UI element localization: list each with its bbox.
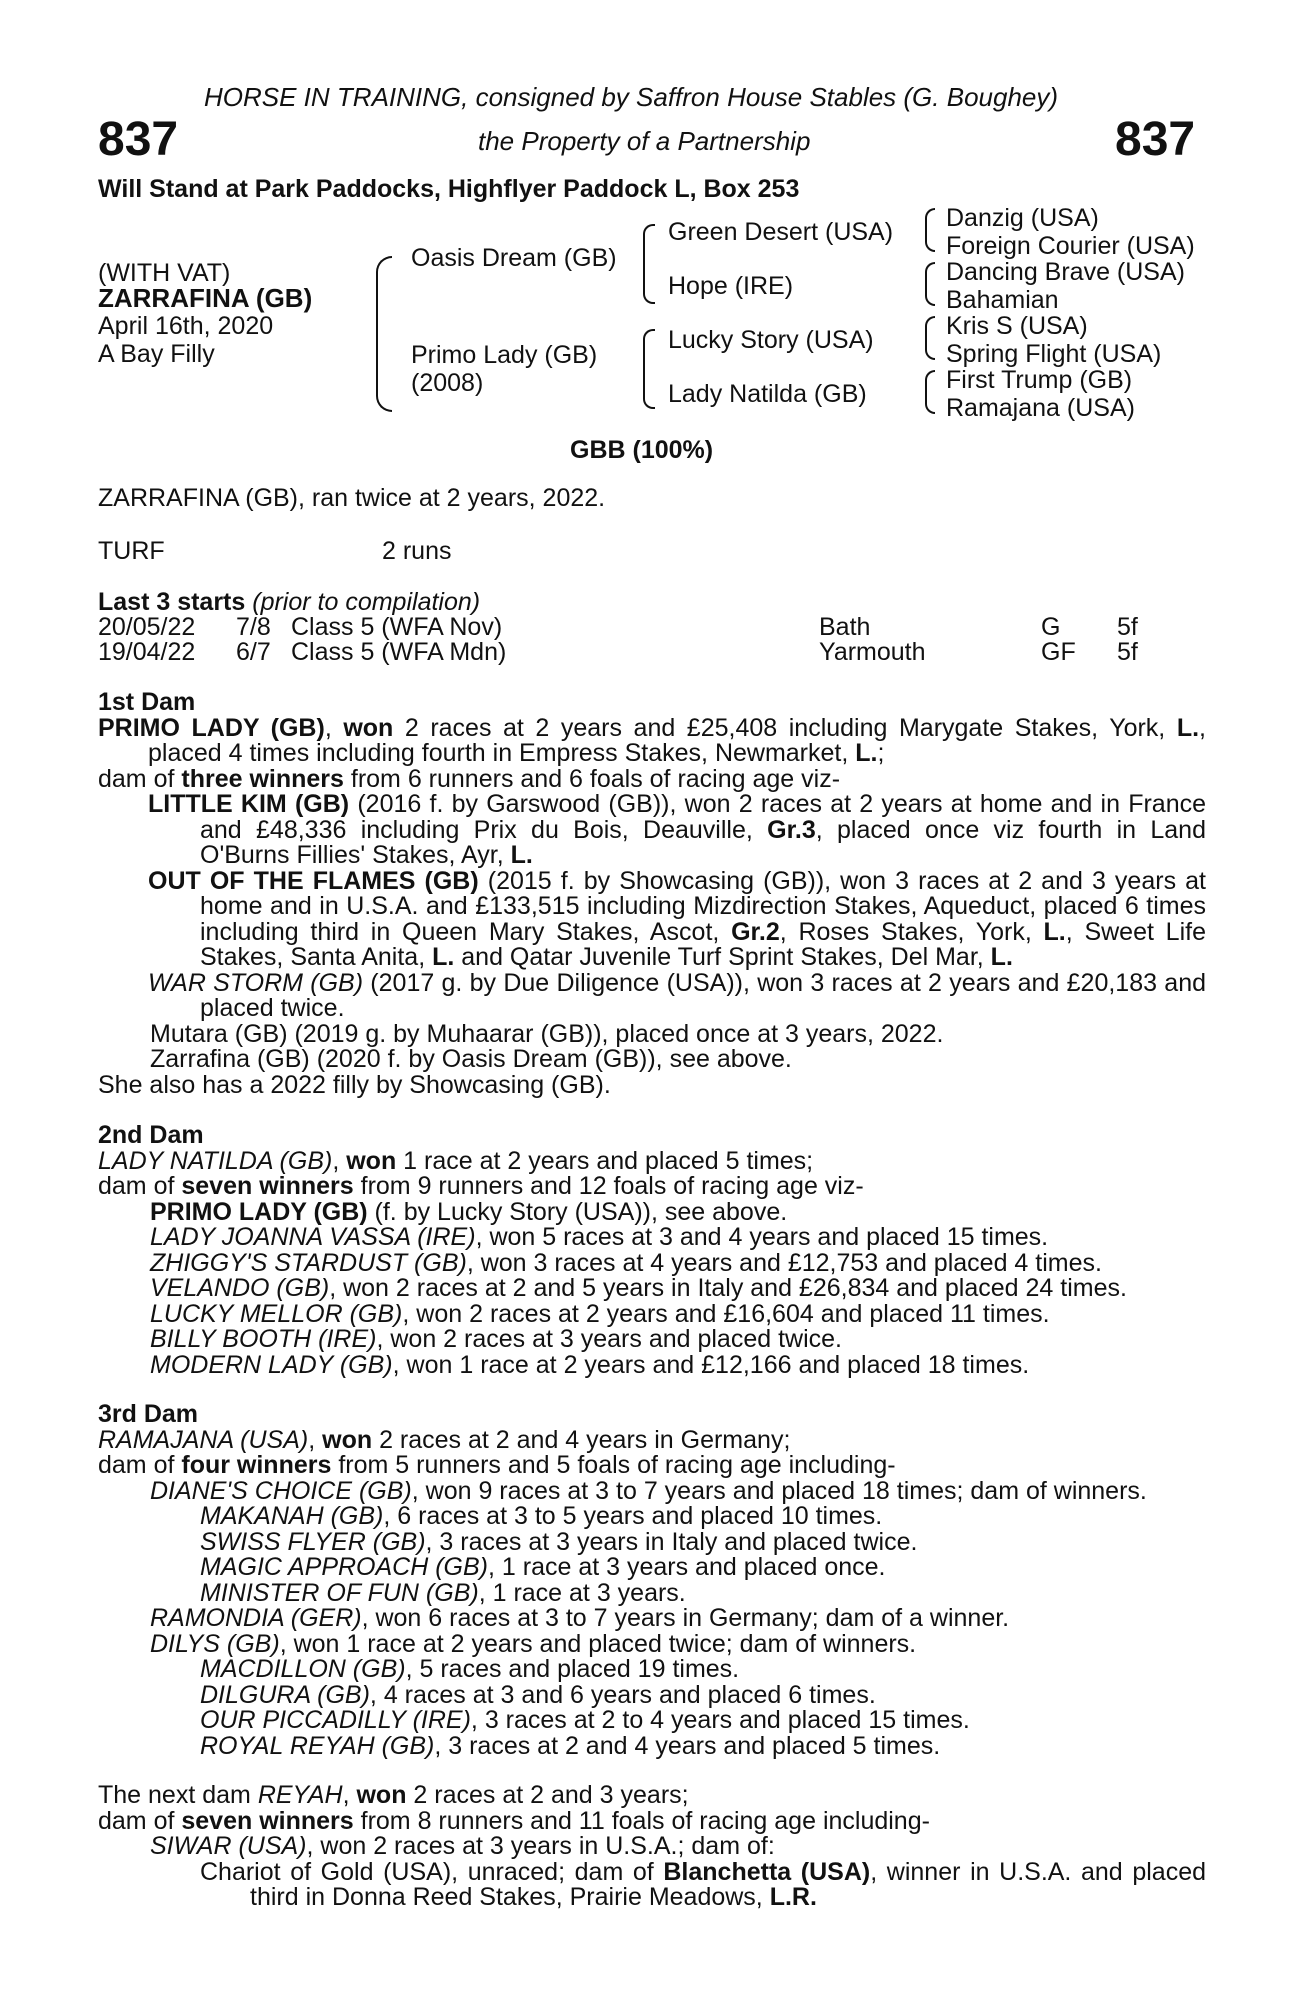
start-race: Class 5 (WFA Nov)	[291, 613, 503, 641]
produce-entry: VELANDO (GB), won 2 races at 2 and 5 years in Italy and £26,834 and placed 24 times.	[150, 1274, 1127, 1302]
third-dam-produce-summary: dam of four winners from 5 runners and 5 foals of racing age including-	[98, 1451, 896, 1479]
pedigree-g5: Kris S (USA)	[946, 312, 1088, 340]
produce-entry: Zarrafina (GB) (2020 f. by Oasis Dream (GB)), see above.	[150, 1045, 792, 1073]
pedigree-brace-g12	[925, 208, 935, 252]
consignor-line: HORSE IN TRAINING, consigned by Saffron House Stables (G. Boughey)	[204, 82, 1059, 112]
start-going: GF	[1041, 638, 1076, 666]
grand-produce-entry: Chariot of Gold (USA), unraced; dam of Blanchetta (USA), winner in U.S.A. and placed third in Donna Reed Stakes, Prairie Meadows, L.R.	[200, 1857, 1206, 1911]
pedigree-brace-g78	[925, 370, 935, 414]
produce-entry: LITTLE KIM (GB) (2016 f. by Garswood (GB)), won 2 races at 2 years at home and in France and £48,336 including Prix du Bois, Deauville, Gr.3, placed once viz fourth in Land O'Burns Fillies' Stakes, Ayr, L.	[148, 790, 1206, 869]
pedigree-g3: Dancing Brave (USA)	[946, 258, 1185, 286]
start-race: Class 5 (WFA Mdn)	[291, 638, 507, 666]
first-dam-also: She also has a 2022 filly by Showcasing (GB).	[98, 1070, 611, 1099]
second-dam-heading: 2nd Dam	[98, 1121, 204, 1149]
pedigree-g2: Foreign Courier (USA)	[946, 232, 1195, 260]
stand-line: Will Stand at Park Paddocks, Highflyer Paddock L, Box 253	[98, 175, 800, 203]
produce-entry: BILLY BOOTH (IRE), won 2 races at 3 years and placed twice.	[150, 1325, 842, 1353]
lot-number-left: 837	[98, 113, 179, 166]
first-dam-record: PRIMO LADY (GB), won 2 races at 2 years and £25,408 including Marygate Stakes, York, L., placed 4 times including fourth in Empress Stakes, Newmarket, L.;	[98, 713, 1206, 767]
pedigree-g8: Ramajana (USA)	[946, 394, 1135, 422]
start-row: 20/05/22	[98, 613, 196, 641]
pedigree-sire-dam: Hope (IRE)	[668, 272, 794, 300]
start-row: 19/04/22	[98, 638, 196, 666]
second-dam-record: LADY NATILDA (GB), won 1 race at 2 years and placed 5 times;	[98, 1146, 814, 1175]
start-position: 7/8	[236, 613, 271, 641]
pedigree-brace-main	[376, 256, 392, 412]
start-distance: 5f	[1117, 613, 1138, 641]
next-dam-record: The next dam REYAH, won 2 races at 2 and 3 years;	[98, 1781, 689, 1809]
grand-produce-entry: OUR PICCADILLY (IRE), 3 races at 2 to 4 years and placed 15 times.	[200, 1706, 970, 1734]
pedigree-brace-dam	[643, 329, 655, 409]
produce-entry: SIWAR (USA), won 2 races at 3 years in U.S.A.; dam of:	[150, 1832, 775, 1860]
produce-entry: DIANE'S CHOICE (GB), won 9 races at 3 to 7 years and placed 18 times; dam of winners.	[150, 1476, 1147, 1505]
first-dam-heading: 1st Dam	[98, 688, 196, 716]
property-line: the Property of a Partnership	[478, 126, 811, 156]
grand-produce-entry: MINISTER OF FUN (GB), 1 race at 3 years.	[200, 1578, 686, 1607]
next-dam-section	[98, 1783, 1206, 1911]
pedigree-g6: Spring Flight (USA)	[946, 340, 1162, 368]
produce-entry: DILYS (GB), won 1 race at 2 years and placed twice; dam of winners.	[150, 1629, 917, 1658]
start-course: Bath	[819, 613, 871, 641]
grand-produce-entry: MAKANAH (GB), 6 races at 3 to 5 years and placed 10 times.	[200, 1502, 883, 1530]
produce-entry: RAMONDIA (GER), won 6 races at 3 to 7 years in Germany; dam of a winner.	[150, 1604, 1010, 1632]
start-going: G	[1041, 613, 1061, 641]
pedigree-g1: Danzig (USA)	[946, 204, 1099, 232]
next-dam-produce-summary: dam of seven winners from 8 runners and 11 foals of racing age including-	[98, 1806, 930, 1835]
pedigree-dam: Primo Lady (GB)	[411, 341, 598, 369]
start-distance: 5f	[1117, 638, 1138, 666]
produce-entry: PRIMO LADY (GB) (f. by Lucky Story (USA)), see above.	[150, 1197, 788, 1226]
third-dam-record: RAMAJANA (USA), won 2 races at 2 and 4 years in Germany;	[98, 1425, 791, 1454]
grand-produce-entry: MAGIC APPROACH (GB), 1 race at 3 years and placed once.	[200, 1553, 886, 1581]
vat-note: (WITH VAT)	[98, 259, 231, 287]
start-position: 6/7	[236, 638, 271, 666]
surface-runs: 2 runs	[382, 537, 452, 565]
third-dam-heading: 3rd Dam	[98, 1400, 199, 1428]
pedigree-sire: Oasis Dream (GB)	[411, 244, 617, 272]
pedigree-brace-sire	[643, 224, 655, 304]
produce-entry: OUT OF THE FLAMES (GB) (2015 f. by Showcasing (GB)), won 3 races at 2 and 3 years at home and in U.S.A. and £133,515 including Mizdirection Stakes, Aqueduct, placed 6 times including third in Queen Mary Stakes, Ascot, Gr.2, Roses Stakes, York, L., Sweet Life Stakes, Santa Anita, L. and Qatar Juvenile Turf Sprint Stakes, Del Mar, L.	[148, 866, 1206, 971]
surface-label: TURF	[98, 537, 165, 565]
record-summary: ZARRAFINA (GB), ran twice at 2 years, 2022.	[98, 484, 606, 512]
pedigree-dam-year: (2008)	[411, 369, 484, 397]
first-dam-produce-summary: dam of three winners from 6 runners and 6 foals of racing age viz-	[98, 764, 841, 793]
grand-produce-entry: ROYAL REYAH (GB), 3 races at 2 and 4 years and placed 5 times.	[200, 1731, 941, 1760]
grand-produce-entry: MACDILLON (GB), 5 races and placed 19 times.	[200, 1655, 740, 1683]
pedigree-sire-sire: Green Desert (USA)	[668, 218, 894, 246]
produce-entry: MODERN LADY (GB), won 1 race at 2 years and £12,166 and placed 18 times.	[150, 1350, 1030, 1379]
pedigree-g7: First Trump (GB)	[946, 366, 1133, 394]
horse-description: A Bay Filly	[98, 340, 215, 368]
produce-entry: WAR STORM (GB) (2017 g. by Due Diligence (USA)), won 3 races at 2 years and £20,183 and placed twice.	[148, 968, 1206, 1022]
second-dam-produce-summary: dam of seven winners from 9 runners and 12 foals of racing age viz-	[98, 1172, 864, 1200]
produce-entry: ZHIGGY'S STARDUST (GB), won 3 races at 4 years and £12,753 and placed 4 times.	[150, 1248, 1102, 1277]
pedigree-brace-g34	[925, 262, 935, 306]
pedigree-g4: Bahamian	[946, 286, 1059, 314]
pedigree-dam-dam: Lady Natilda (GB)	[668, 380, 867, 408]
pedigree-brace-g56	[925, 316, 935, 360]
pedigree-dam-sire: Lucky Story (USA)	[668, 326, 874, 354]
grand-produce-entry: SWISS FLYER (GB), 3 races at 3 years in Italy and placed twice.	[200, 1527, 918, 1556]
last-starts-heading: Last 3 starts (prior to compilation)	[98, 588, 481, 616]
produce-entry: LUCKY MELLOR (GB), won 2 races at 2 years and £16,604 and placed 11 times.	[150, 1299, 1050, 1328]
second-dam-section	[98, 1123, 1206, 1378]
produce-entry: Mutara (GB) (2019 g. by Muhaarar (GB)), placed once at 3 years, 2022.	[150, 1019, 944, 1048]
horse-name: ZARRAFINA (GB)	[98, 283, 313, 313]
grand-produce-entry: DILGURA (GB), 4 races at 3 and 6 years and placed 6 times.	[200, 1680, 876, 1709]
third-dam-section	[98, 1402, 1206, 1759]
first-dam-section	[98, 690, 1206, 1098]
produce-entry: LADY JOANNA VASSA (IRE), won 5 races at 3 and 4 years and placed 15 times.	[150, 1223, 1049, 1251]
start-course: Yarmouth	[819, 638, 926, 666]
breeding-percent: GBB (100%)	[570, 436, 714, 464]
foaled-date: April 16th, 2020	[98, 312, 274, 340]
lot-number-right: 837	[1115, 113, 1196, 166]
